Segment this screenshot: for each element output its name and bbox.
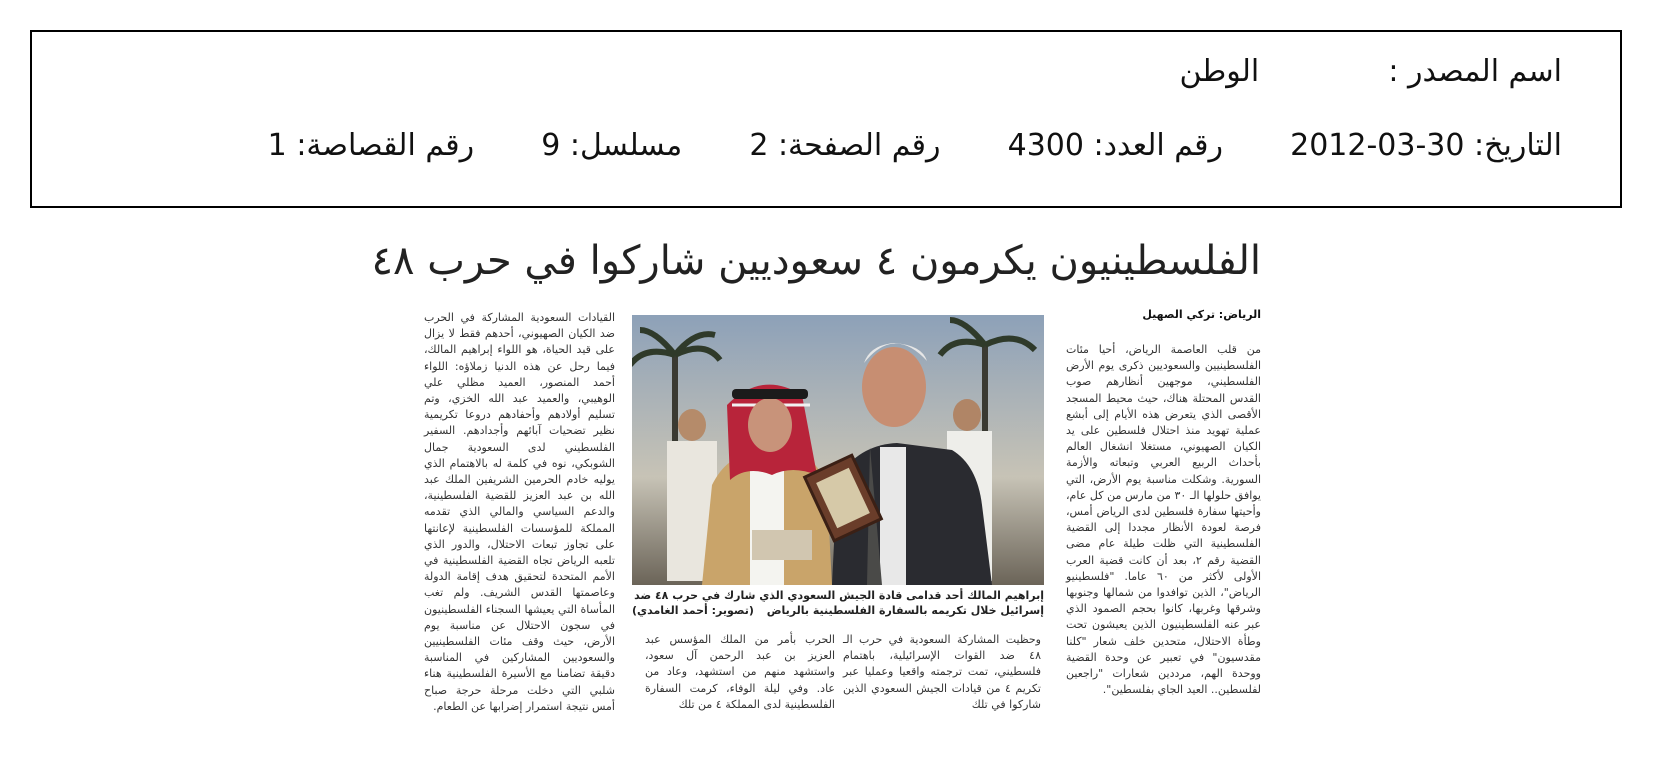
serial-label: مسلسل: — [569, 128, 683, 163]
article-column-right — [1066, 342, 1261, 698]
source-value: الوطن — [1179, 54, 1260, 89]
article-byline: الرياض: تركي الصهيل — [1142, 308, 1261, 321]
article-paragraph: الحرب بأمر من الملك المؤسس عبد العزيز بن عبد الرحمن آل سعود، واستشهد منهم من استشهد، وعاد من عاد. وفي ليلة الوفاء، كرمت السفارة الفلسطينية لدى المملكة ٤ من تلك — [645, 633, 835, 711]
article-column-bottom-middle — [645, 632, 835, 713]
article-column-left — [424, 310, 615, 715]
issue-label: رقم العدد: — [1093, 128, 1224, 163]
date-label: التاريخ: — [1474, 128, 1562, 163]
date-value: 2012-03-30 — [1290, 128, 1465, 163]
photo-illustration — [632, 315, 1044, 585]
article-paragraph: وحظيت المشاركة السعودية في حرب الـ ٤٨ ضد القوات الإسرائيلية، باهتمام فلسطيني، تمت ترجمته واقعيا وعمليا عبر تكريم ٤ من قيادات الجيش السعودي الذين شاركوا في تلك — [843, 633, 1041, 711]
page-value: 2 — [749, 128, 769, 163]
article-headline: الفلسطينيون يكرمون ٤ سعوديين شاركوا في حرب ٤٨ — [371, 238, 1261, 284]
page-label: رقم الصفحة: — [777, 128, 941, 163]
photo-caption — [632, 588, 1044, 618]
article-paragraph: من قلب العاصمة الرياض، أحيا مئات الفلسطينيين والسعوديين ذكرى يوم الأرض الفلسطيني، موجهين أنظارهم صوب القدس المحتلة هناك، حيث محيط المسجد الأقصى الذي يتعرض هذه الأيام إلى أبشع عملية تهويد منذ احتلال فلسطين على يد الكيان الصهيوني، مستغلا انشغال العالم بأحداث الربيع العربي وتبعاته والأزمة السورية. وشكلت مناسبة يوم الأرض، التي يوافق حلولها الـ ٣٠ من مارس من كل عام، وأحيتها سفارة فلسطين لدى الرياض أمس، فرصة لعودة الأنظار مجددا إلى القضية الفلسطينية التي ظلت طيلة عام مضى القضية رقم ٢، بعد أن كانت قضية العرب الأولى لأكثر من ٦٠ عاما. "فلسطينيو الرياض"، الذين توافدوا من شمالها وجنوبها وشرقها وغربها، كانوا بحجم الصمود الذي عبر عنه الفلسطينيون الذين يعيشون تحت وطأة الاحتلال، متحدين خلف شعار "كلنا مقدسيون" في تعبير عن وحدة القضية ووحدة الهم، مرددين شعارات "راجعين لفلسطين.. العيد الجاي بفلسطين". — [1066, 343, 1261, 697]
clipping-value: 1 — [267, 128, 287, 163]
clipping-label: رقم القصاصة: — [296, 128, 475, 163]
photo-credit: (تصوير: أحمد الغامدي) — [632, 604, 754, 617]
issue-value: 4300 — [1007, 128, 1084, 163]
serial-value: 9 — [541, 128, 561, 163]
article-photo — [632, 315, 1044, 585]
issue-info-line — [268, 128, 1562, 163]
source-label: اسم المصدر : — [1388, 54, 1562, 89]
source-line — [1180, 54, 1562, 89]
article-paragraph: القيادات السعودية المشاركة في الحرب ضد الكيان الصهيوني، أحدهم فقط لا يزال على قيد الحياة، هو اللواء إبراهيم المالك، فيما رحل عن هذه الدنيا زملاؤه: اللواء أحمد المنصور، العميد مظلي علي الوهيبي، والعميد عبد الله الخزي، وتم تسليم أولادهم وأحفادهم دروعا تكريمية نظير تضحيات آبائهم وأجدادهم. السفير الفلسطيني لدى السعودية جمال الشوبكي، نوه في كلمة له بالاهتمام الذي يوليه خادم الحرمين الشريفين الملك عبد الله بن عبد العزيز للقضية الفلسطينية، والدعم السياسي والمالي الذي تقدمه المملكة للمؤسسات الفلسطينية لإعانتها على تجاوز تبعات الاحتلال، والدور الذي تلعبه الرياض تجاه القضية الفلسطينية في الأمم المتحدة لتحقيق هدف إقامة الدولة وعاصمتها القدس الشريف. ولم تغب المأساة التي يعيشها السجناء الفلسطينيون في سجون الاحتلال عن مناسبة يوم الأرض، حيث وقف مئات الفلسطينيين والسعوديين المشاركين في المناسبة دقيقة تضامنا مع الأسيرة الفلسطينية هناء شلبي التي دخلت مرحلة حرجة صباح أمس نتيجة استمرار إضرابها عن الطعام. — [424, 311, 615, 713]
caption-text: إبراهيم المالك أحد قدامى قادة الجيش السعودي الذي شارك في حرب ٤٨ ضد إسرائيل خلال تكريمه بالسفارة الفلسطينية بالرياض — [634, 589, 1044, 617]
source-info-box — [30, 30, 1622, 208]
article-column-bottom-right — [843, 632, 1041, 713]
